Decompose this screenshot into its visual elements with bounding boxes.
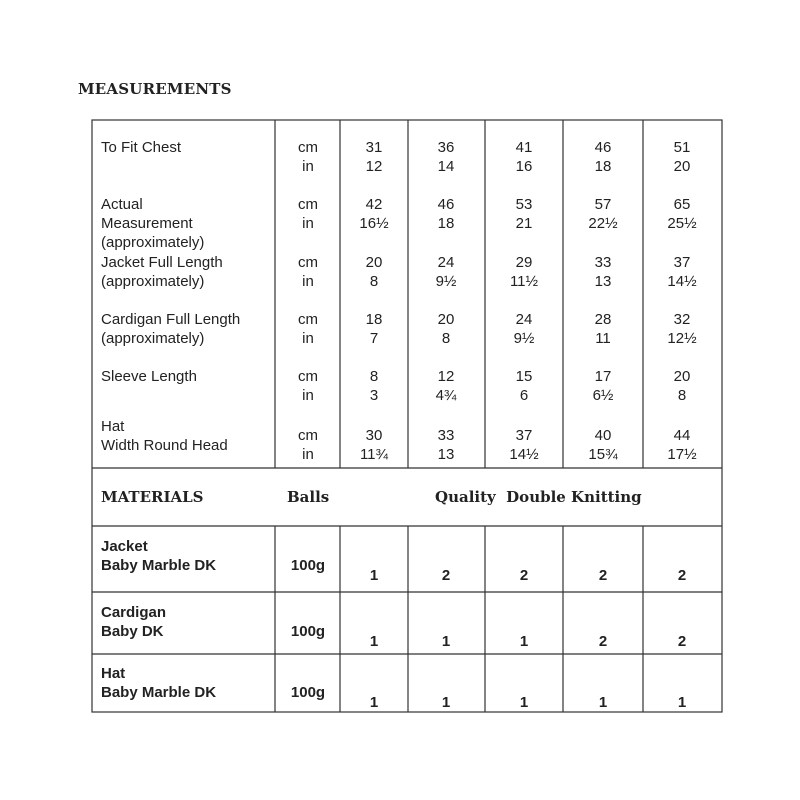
measurement-value: 40 15¾ — [588, 427, 618, 463]
material-weight: 100g — [290, 623, 326, 640]
measurement-label: To Fit Chest — [101, 139, 182, 156]
material-label: Hat Baby Marble DK — [101, 665, 217, 701]
measurement-value: 12 4¾ — [435, 368, 457, 404]
measurement-label: Jacket Full Length (approximately) — [101, 254, 223, 290]
balls-heading: Balls — [287, 488, 330, 506]
measurement-value: 44 17½ — [667, 427, 697, 463]
measurement-value: 53 21 — [515, 196, 533, 232]
measurement-value: 37 14½ — [509, 427, 539, 463]
measurement-value: 33 13 — [594, 254, 612, 290]
page-title: MEASUREMENTS — [78, 80, 232, 98]
materials-heading: MATERIALS — [101, 488, 204, 506]
material-balls-value: 1 — [519, 694, 529, 711]
measurement-value: 24 9½ — [435, 254, 457, 290]
measurement-value: 37 14½ — [667, 254, 697, 290]
material-balls-value: 1 — [369, 567, 379, 584]
measurement-value: 17 6½ — [592, 368, 614, 404]
measurement-units: cm in — [298, 427, 318, 463]
measurement-label: Sleeve Length — [101, 368, 197, 385]
measurement-value: 20 8 — [437, 311, 455, 347]
measurement-units: cm in — [298, 196, 318, 232]
measurement-value: 46 18 — [437, 196, 455, 232]
measurement-value: 46 18 — [594, 139, 612, 175]
material-balls-value: 2 — [598, 633, 608, 650]
material-balls-value: 1 — [441, 694, 451, 711]
measurement-units: cm in — [298, 368, 318, 404]
measurement-value: 65 25½ — [667, 196, 697, 232]
measurement-value: 36 14 — [437, 139, 455, 175]
material-label: Cardigan Baby DK — [101, 604, 167, 640]
measurement-value: 57 22½ — [588, 196, 618, 232]
material-balls-value: 1 — [369, 694, 379, 711]
measurement-units: cm in — [298, 139, 318, 175]
material-label: Jacket Baby Marble DK — [101, 538, 217, 574]
measurement-value: 15 6 — [515, 368, 533, 404]
measurement-value: 8 3 — [369, 368, 379, 404]
measurement-value: 18 7 — [365, 311, 383, 347]
material-balls-value: 1 — [598, 694, 608, 711]
measurement-label: Actual Measurement (approximately) — [101, 196, 205, 251]
measurement-value: 42 16½ — [359, 196, 389, 232]
measurement-value: 31 12 — [365, 139, 383, 175]
measurement-value: 30 11¾ — [359, 427, 389, 463]
material-balls-value: 2 — [441, 567, 451, 584]
measurement-value: 29 11½ — [509, 254, 539, 290]
material-balls-value: 2 — [677, 567, 687, 584]
material-balls-value: 2 — [598, 567, 608, 584]
measurement-value: 20 8 — [365, 254, 383, 290]
measurement-value: 33 13 — [437, 427, 455, 463]
material-balls-value: 1 — [369, 633, 379, 650]
material-balls-value: 1 — [519, 633, 529, 650]
quality-heading: Quality Double Knitting — [435, 488, 642, 506]
material-weight: 100g — [290, 684, 326, 701]
material-balls-value: 1 — [677, 694, 687, 711]
measurement-value: 24 9½ — [513, 311, 535, 347]
material-balls-value: 1 — [441, 633, 451, 650]
measurement-value: 20 8 — [673, 368, 691, 404]
material-weight: 100g — [290, 557, 326, 574]
measurement-value: 41 16 — [515, 139, 533, 175]
measurement-value: 28 11 — [594, 311, 612, 347]
material-balls-value: 2 — [677, 633, 687, 650]
measurement-label: Cardigan Full Length (approximately) — [101, 311, 241, 347]
measurement-label: Hat Width Round Head — [101, 418, 228, 454]
measurement-units: cm in — [298, 254, 318, 290]
measurement-units: cm in — [298, 311, 318, 347]
measurement-value: 51 20 — [673, 139, 691, 175]
material-balls-value: 2 — [519, 567, 529, 584]
measurement-value: 32 12½ — [667, 311, 697, 347]
